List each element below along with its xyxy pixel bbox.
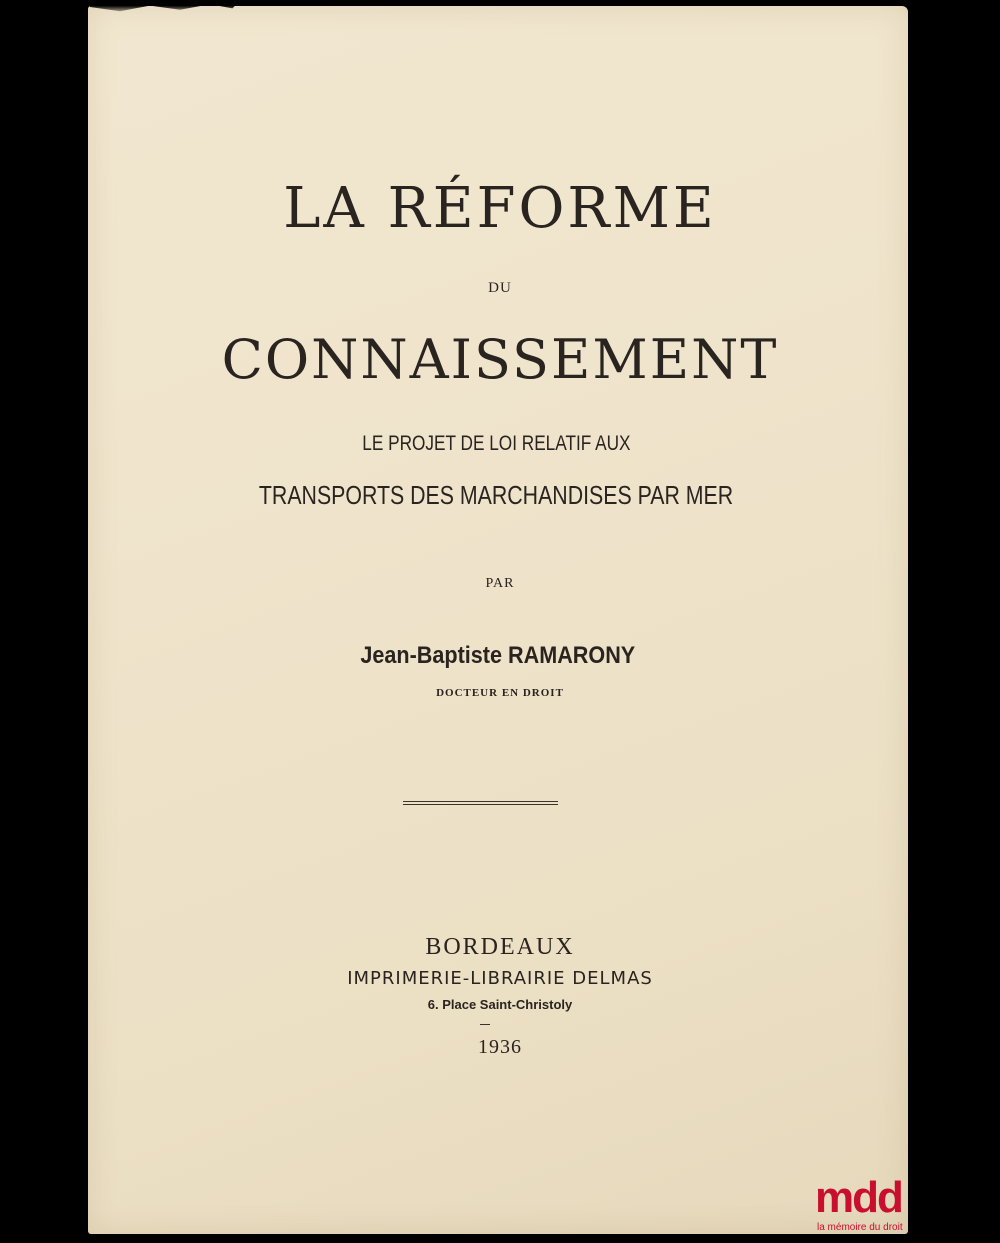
publisher-address: 6. Place Saint-Christoly: [427, 997, 573, 1012]
divider-rule-bottom: [403, 804, 558, 805]
logo-tagline: la mémoire du droit: [817, 1222, 903, 1233]
publication-city: BORDEAUX: [425, 934, 575, 960]
mdd-logo: [815, 1173, 915, 1236]
by-label: PAR: [485, 576, 515, 591]
author-degree: DOCTEUR EN DROIT: [436, 687, 564, 699]
publication-year: 1936: [478, 1036, 522, 1058]
subtitle-line-2: TRANSPORTS DES MARCHANDISES PAR MER: [258, 480, 734, 510]
title-line-1: LA RÉFORME: [283, 176, 717, 241]
publisher-name: IMPRIMERIE-LIBRAIRIE DELMAS: [347, 968, 653, 989]
title-connector: DU: [488, 280, 512, 296]
author-name: Jean-Baptiste RAMARONY: [360, 642, 636, 669]
title-line-2: CONNAISSEMENT: [221, 328, 779, 391]
divider-rule-top: [403, 801, 558, 802]
logo-wordmark: mdd: [815, 1173, 902, 1222]
subtitle-line-1: LE PROJET DE LOI RELATIF AUX: [362, 432, 631, 455]
year-dash: [480, 1024, 490, 1025]
